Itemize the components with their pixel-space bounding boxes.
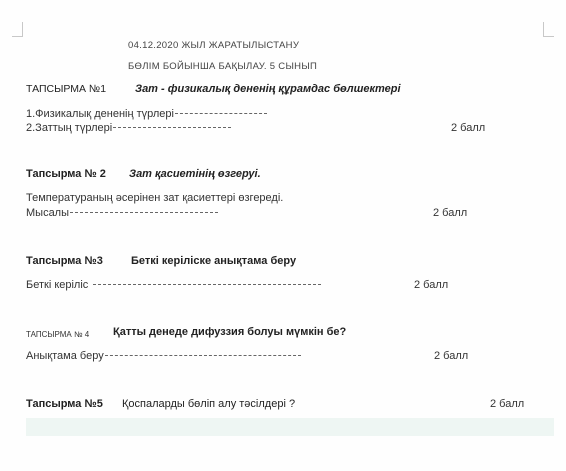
task-3-topic: Беткі керіліске анықтама беру — [131, 255, 297, 267]
task-2-line-2 — [26, 207, 218, 219]
header-test-class: БӨЛІМ БОЙЫНША БАҚЫЛАУ. 5 СЫНЫП — [128, 61, 318, 72]
task-2-line-1: Температураның әсерінен зат қасиеттері өзгереді. — [26, 192, 284, 204]
task-3-label: Тапсырма №3 — [26, 255, 103, 267]
task-4-line-1-text: Анықтама беру — [26, 350, 104, 362]
answer-blank — [175, 113, 267, 114]
task-1-line-1-text: 1.Физикалық дененің түрлері — [26, 108, 174, 120]
task-5-label: Тапсырма №5 — [26, 398, 103, 410]
task-3-line-1 — [26, 279, 321, 291]
task-2-score: 2 балл — [433, 207, 468, 219]
task-5-topic: Қоспаларды бөліп алу тәсілдері ? — [122, 398, 296, 410]
task-4-topic: Қатты денеде дифуззия болуы мүмкін бе? — [113, 326, 347, 338]
corner-mark-left — [12, 22, 23, 37]
task-2-label: Тапсырма № 2 — [26, 168, 106, 180]
task-3-line-1-text: Беткі керіліс — [26, 279, 89, 291]
answer-blank — [113, 127, 231, 128]
task-4-line-1 — [26, 350, 301, 362]
task-1-line-2-text: 2.Заттың түрлері — [26, 122, 113, 134]
header-date-subject: 04.12.2020 ЖЫЛ ЖАРАТЫЛЫСТАНУ — [128, 40, 300, 51]
task-3-score: 2 балл — [414, 279, 449, 291]
task-4-label: ТАПСЫРМА № 4 — [26, 330, 90, 339]
task-1-label: ТАПСЫРМА №1 — [26, 83, 107, 95]
answer-area-band — [26, 418, 554, 436]
task-1-topic: Зат - физикалық дененің құрамдас бөлшектері — [135, 83, 401, 95]
task-4-score: 2 балл — [434, 350, 469, 362]
answer-blank — [93, 284, 321, 285]
answer-blank — [105, 355, 301, 356]
corner-mark-right — [543, 22, 554, 37]
task-1-line-1 — [26, 108, 267, 120]
task-5-score: 2 балл — [490, 398, 525, 410]
task-1-score: 2 балл — [451, 122, 486, 134]
task-2-line-2-text: Мысалы — [26, 207, 70, 219]
task-1-line-2 — [26, 122, 231, 134]
task-2-topic: Зат қасиетінің өзгеруі. — [129, 168, 261, 180]
answer-blank — [70, 212, 218, 213]
